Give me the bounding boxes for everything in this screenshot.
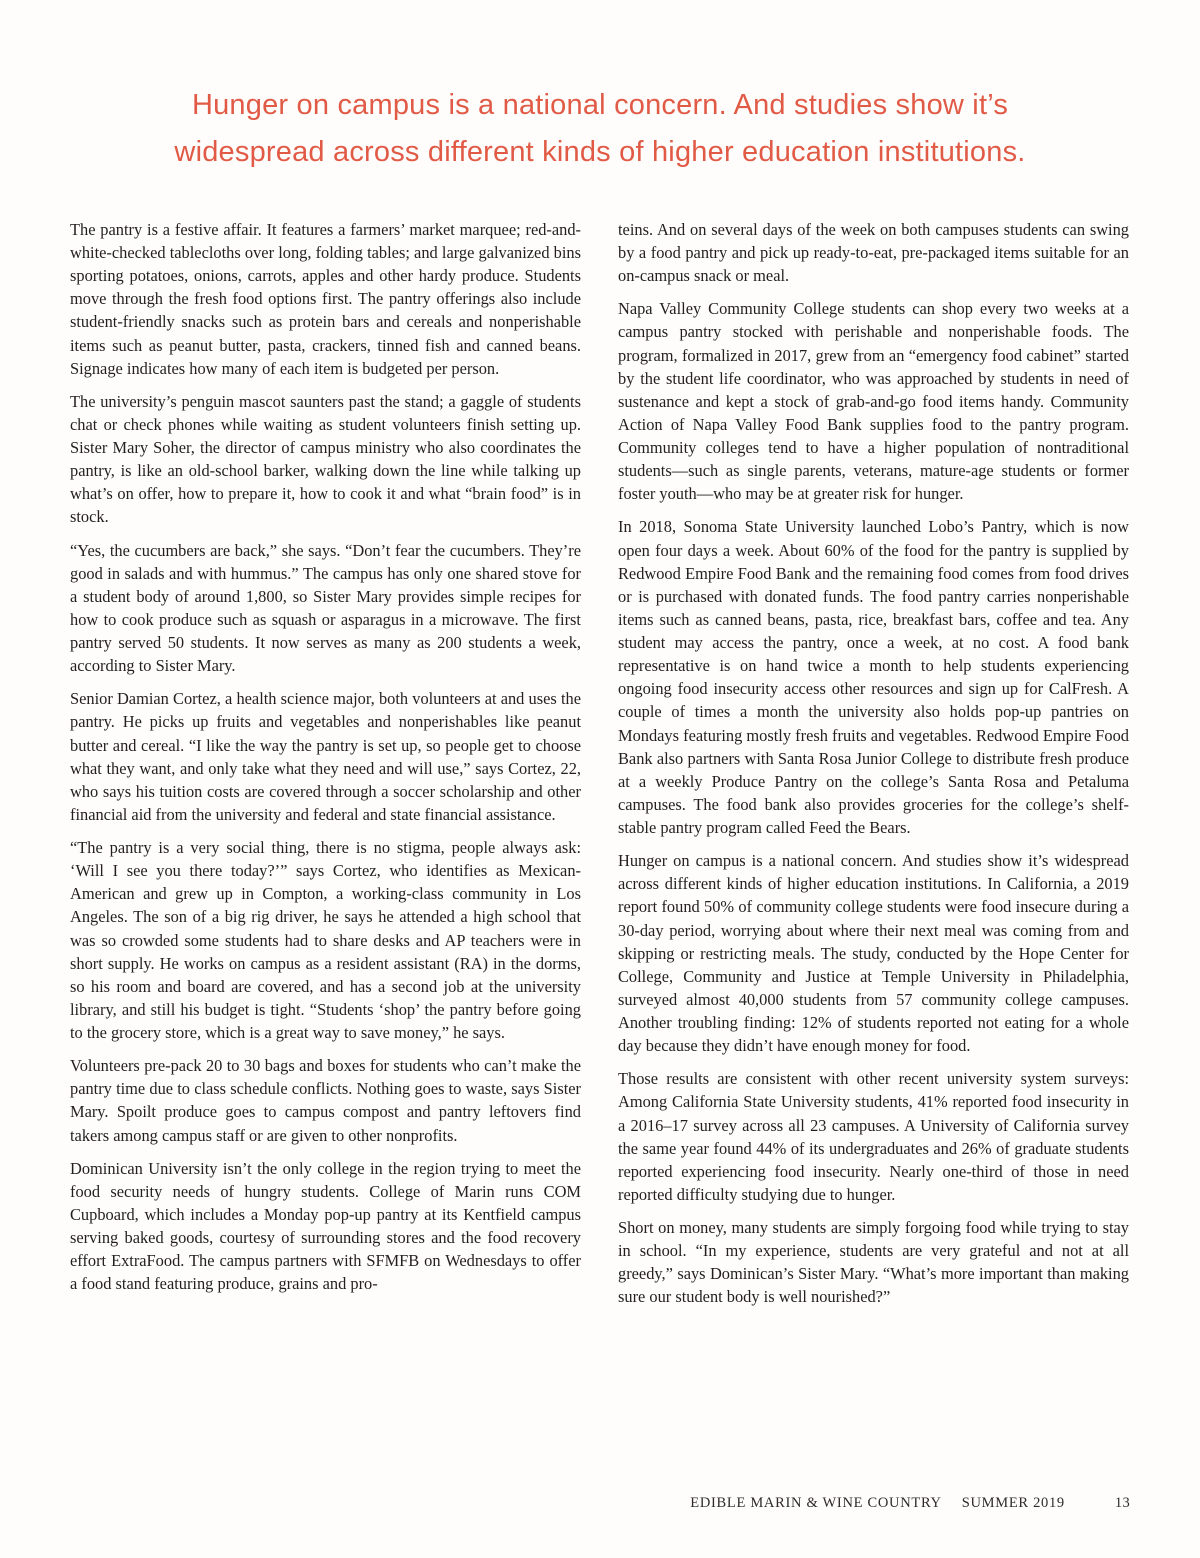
paragraph: “Yes, the cucumbers are back,” she says. “Don’t fear the cucumbers. They’re good in salads and with hummus.” The campus has only one shared stove for a student body of around 1,800, so Sister Mary provides simple recipes for how to cook produce such as squash or asparagus in a microwave. The first pantry served 50 students. It now serves as many as 200 students a week, according to Sister Mary. — [70, 540, 581, 676]
page-number: 13 — [1114, 1495, 1130, 1511]
paragraph: Hunger on campus is a national concern. And studies show it’s widespread across different kinds of higher education institutions. In California, a 2019 report found 50% of community college students were food insecure during a 30-day period, worrying about where their next meal was coming from and skipping or restricting meals. The study, conducted by the Hope Center for College, Community and Justice at Temple University in Philadelphia, surveyed almost 40,000 students from 57 community college campuses. Another troubling finding: 12% of students reported not eating for a whole day because they didn’t have enough money for food. — [618, 851, 1129, 1056]
paragraph: In 2018, Sonoma State University launched Lobo’s Pantry, which is now open four days a week. About 60% of the food for the pantry is supplied by Redwood Empire Food Bank and the remaining food comes from food drives or is purchased with donated funds. The food pantry carries nonperishable items such as canned beans, pasta, rice, breakfast bars, coffee and tea. Any student may access the pantry, once a week, at no cost. A food bank representative is on hand twice a month to help students experiencing ongoing food insecurity access other resources and sign up for CalFresh. A couple of times a month the university also holds pop-up pantries on Mondays featuring mostly fresh fruits and vegetables. Redwood Empire Food Bank also partners with Santa Rosa Junior College to distribute fresh produce at a weekly Produce Pantry on the college’s Santa Rosa and Petaluma campuses. The food bank also provides groceries for the college’s shelf-stable pantry program called Feed the Bears. — [618, 517, 1129, 838]
article-body — [70, 218, 1130, 1319]
paragraph: Napa Valley Community College students can shop every two weeks at a campus pantry stocked with perishable and nonperishable foods. The program, formalized in 2017, grew from an “emergency food cabinet” started by the student life coordinator, who was approached by students in need of sustenance and kept a stock of grab-and-go food items handy. Community Action of Napa Valley Food Bank supplies food to the pantry program. Community colleges tend to have a higher population of nontraditional students—such as single parents, veterans, mature-age students or former foster youth—who may be at greater risk for hunger. — [618, 299, 1129, 504]
left-column — [70, 218, 581, 1306]
pull-quote-line-1: Hunger on campus is a national concern. And studies show it’s — [191, 89, 1009, 121]
footer-issue: SUMMER 2019 — [961, 1495, 1065, 1511]
paragraph: Short on money, many students are simply forgoing food while trying to stay in school. “In my experience, students are very grateful and not at all greedy,” says Dominican’s Sister Mary. “What’s more important than making sure our student body is well nourished?” — [618, 1218, 1129, 1307]
paragraph: teins. And on several days of the week on both campuses students can swing by a food pantry and pick up ready-to-eat, pre-packaged items suitable for an on-campus snack or meal. — [618, 219, 1129, 286]
pull-quote-line-2: widespread across different kinds of higher education institutions. — [174, 135, 1026, 168]
paragraph: The university’s penguin mascot saunters past the stand; a gaggle of students chat or check phones while waiting as student volunteers finish setting up. Sister Mary Soher, the director of campus ministry who also coordinates the pantry, is like an old-school barker, walking down the line while talking up what’s on offer, how to prepare it, how to cook it and what “brain food” is in stock. — [70, 391, 581, 527]
right-column — [618, 218, 1129, 1319]
paragraph: Senior Damian Cortez, a health science major, both volunteers at and uses the pantry. He picks up fruits and vegetables and nonperishables like peanut butter and cereal. “I like the way the pantry is set up, so people get to choose what they want, and only take what they need and will use,” says Cortez, 22, who says his tuition costs are covered through a soccer scholarship and other financial aid from the university and federal and state financial assistance. — [70, 689, 581, 824]
footer-publication: EDIBLE MARIN & WINE COUNTRY — [690, 1495, 942, 1511]
paragraph: Those results are consistent with other recent university system surveys: Among California State University students, 41% reported food insecurity in a 2016–17 survey across all 23 campuses. A University of California survey the same year found 44% of its undergraduates and 26% of graduate students reported experiencing food insecurity. Nearly one-third of those in need reported difficulty studying due to hunger. — [618, 1069, 1129, 1204]
page-footer — [70, 1495, 1130, 1512]
paragraph: Volunteers pre-pack 20 to 30 bags and boxes for students who can’t make the pantry time due to class schedule conflicts. Nothing goes to waste, says Sister Mary. Spoilt produce goes to campus compost and pantry leftovers find takers among campus staff or are given to other nonprofits. — [70, 1056, 581, 1145]
paragraph: Dominican University isn’t the only college in the region trying to meet the food security needs of hungry students. College of Marin runs COM Cupboard, which includes a Monday pop-up pantry at its Kentfield campus serving baked goods, courtesy of surrounding stores and the food recovery effort ExtraFood. The campus partners with SFMFB on Wednesdays to offer a food stand featuring produce, grains and pro- — [70, 1158, 581, 1294]
paragraph: The pantry is a festive affair. It features a farmers’ market marquee; red-and-white-checked tablecloths over long, folding tables; and large galvanized bins sporting potatoes, onions, carrots, apples and other hardy produce. Students move through the fresh food options first. The pantry offerings also include student-friendly snacks such as protein bars and cereals and nonperishable items such as peanut butter, pasta, crackers, tinned fish and canned beans. Signage indicates how many of each item is budgeted per person. — [70, 219, 581, 378]
paragraph: “The pantry is a very social thing, there is no stigma, people always ask: ‘Will I see you there today?’” says Cortez, who identifies as Mexican-American and grew up in Compton, a working-class community in Los Angeles. The son of a big rig driver, he says he attended a high school that was so crowded some students had to share desks and AP teachers were in short supply. He works on campus as a resident assistant (RA) in the dorms, so his room and board are covered, and has a second job at the university library, and still his budget is tight. “Students ‘shop’ the pantry before going to the grocery store, which is a great way to save money,” he says. — [70, 838, 581, 1043]
pull-quote — [150, 82, 1050, 176]
